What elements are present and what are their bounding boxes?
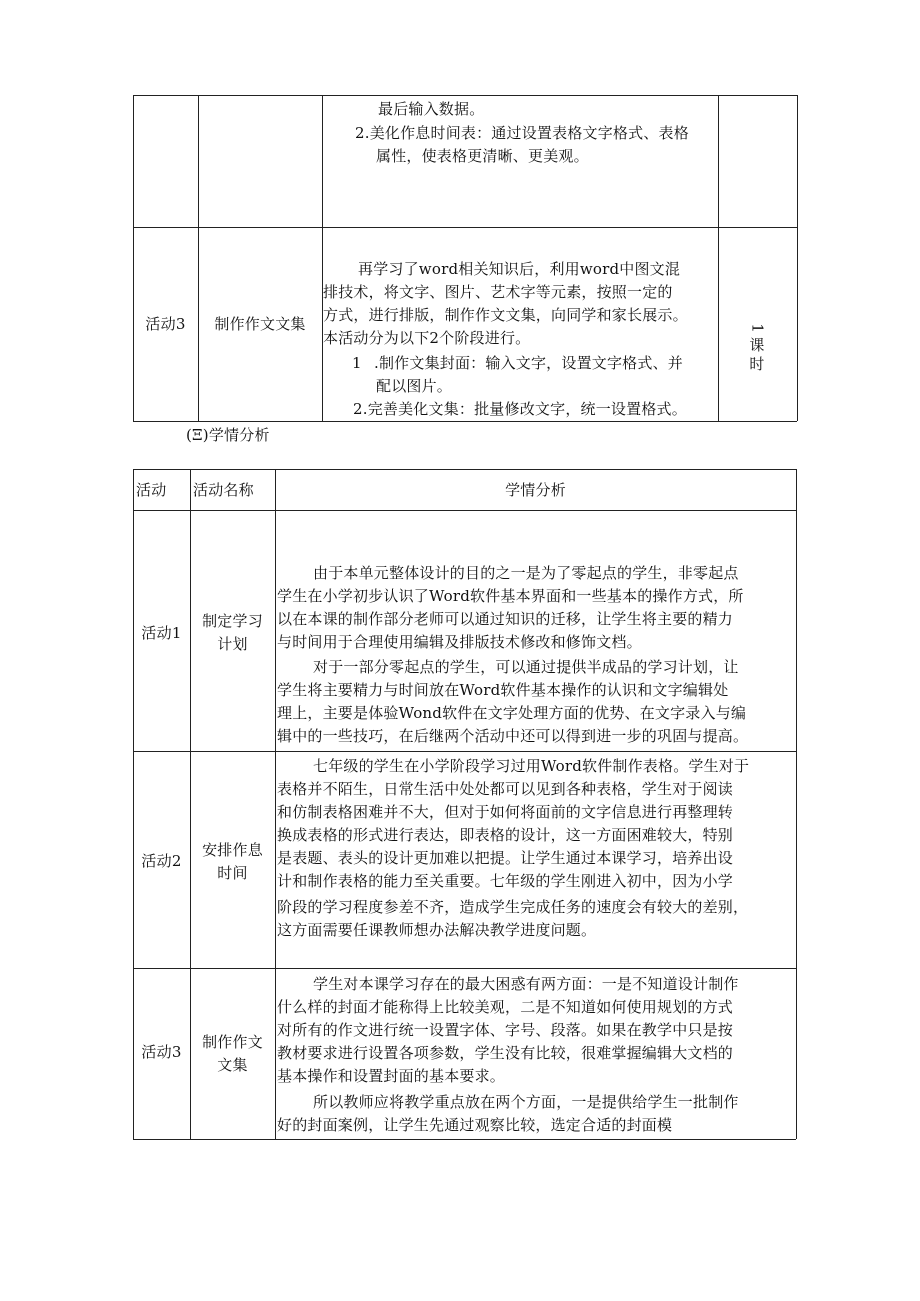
table1-row1-line1: 最后输入数据。 (378, 100, 485, 118)
table2-row3-name-line2: 文集 (217, 1056, 248, 1074)
table1-row1-line2: 2.美化作息时间表：通过设置表格文字格式、表格 (355, 124, 689, 142)
table1-row-divider (133, 227, 797, 228)
table2-row3-p1-line1: 学生对本课学习存在的最大困惑有两方面：一是不知道设计制作 (313, 975, 739, 993)
table1-row2-para-line1: 再学习了word相关知识后，利用word中图文混 (358, 260, 681, 278)
table1-divider-1 (198, 95, 199, 421)
table1-row2-para-line3: 方式，进行排版，制作作文文集，向同学和家长展示。 (323, 306, 688, 324)
table1-row2-item1-number: 1 (352, 354, 362, 372)
table1-row2-time-label: 课时 (749, 336, 765, 373)
table2-row1-name-line2: 计划 (217, 635, 248, 653)
table2-row2-p1-line5: 是表题、表头的设计更加难以把提。让学生通过本课学习，培养出设 (277, 849, 734, 867)
table2-row1-activity: 活动1 (141, 624, 182, 642)
table2-row2-activity: 活动2 (141, 852, 182, 870)
table2-row3-p1-line4: 教材要求进行设置各项参数，学生没有比较，很难掌握编辑大文档的 (277, 1044, 734, 1062)
table2-row3-p1-line2: 什么样的封面才能称得上比较美观，二是不知道如何使用规划的方式 (277, 998, 734, 1016)
table2-row1-p1-line1: 由于本单元整体设计的目的之一是为了零起点的学生，非零起点 (313, 564, 739, 582)
table2-row2-p1-line1: 七年级的学生在小学阶段学习过用Word软件制作表格。学生对于 (313, 757, 750, 775)
section-heading: (Ξ)学情分析 (186, 426, 270, 444)
table2-border-bottom (133, 1139, 796, 1140)
table1-divider-2 (322, 95, 323, 421)
table1-row2-item2: 2.完善美化文集：批量修改文字，统一设置格式。 (353, 400, 687, 418)
table2-row2-name-line2: 时间 (217, 864, 248, 882)
table1-border-right (797, 95, 798, 421)
table2-row3-activity: 活动3 (141, 1043, 182, 1061)
table1-row2-item1-line2: 配以图片。 (376, 377, 453, 395)
table1-border-bottom (133, 421, 797, 422)
table2-row3-p1-line3: 对所有的作文进行统一设置字体、字号、段落。如果在教学中只是按 (277, 1021, 734, 1039)
table1-row2-item1-line1: .制作文集封面：输入文字，设置文字格式、并 (374, 354, 683, 372)
table2-header-analysis: 学情分析 (505, 481, 566, 499)
table2-row1-name-line1: 制定学习 (202, 612, 263, 630)
table1-row1-line3: 属性，使表格更清晰、更美观。 (376, 147, 589, 165)
table2-border-top (133, 469, 796, 470)
table1-border-left (133, 95, 134, 421)
table2-row2-p1-line7: 阶段的学习程度参差不齐，造成学生完成任务的速度会有较大的差别， (277, 898, 749, 916)
table1-row2-para-line4: 本活动分为以下2个阶段进行。 (323, 329, 531, 347)
table2-row2-name-line1: 安排作息 (202, 841, 263, 859)
table2-border-right (796, 469, 797, 1139)
table2-row2-divider (133, 968, 796, 969)
table2-row1-p2-line2: 学生将主要精力与时间放在Word软件基本操作的认识和文字编辑处 (277, 681, 729, 699)
table2-row1-p2-line1: 对于一部分零起点的学生，可以通过提供半成品的学习计划，让 (313, 658, 739, 676)
table2-row3-p1-line5: 基本操作和设置封面的基本要求。 (277, 1067, 506, 1085)
table2-header-name: 活动名称 (193, 481, 254, 499)
table2-row1-p1-line3: 以在本课的制作部分老师可以通过知识的迁移，让学生将主要的精力 (277, 610, 734, 628)
table2-row2-p1-line6: 计和制作表格的能力至关重要。七年级的学生刚进入初中，因为小学 (277, 872, 734, 890)
table2-row1-divider (133, 751, 796, 752)
table1-row2-activity: 活动3 (145, 315, 186, 333)
table2-row2-p1-line2: 表格并不陌生，日常生活中处处都可以见到各种表格，学生对于阅读 (277, 780, 734, 798)
table2-row1-p1-line2: 学生在小学初步认识了Word软件基本界面和一些基本的操作方式，所 (277, 587, 744, 605)
table2-row1-p2-line4: 辑中的一些技巧，在后继两个活动中还可以得到进一步的巩固与提高。 (277, 727, 749, 745)
table1-row2-time-number: 1 (748, 323, 767, 334)
table2-row1-p1-line4: 与时间用于合理使用编辑及排版技术修改和修饰文档。 (277, 633, 642, 651)
table2-border-left (133, 469, 134, 1139)
table2-row2-p1-line8: 这方面需要任课教师想办法解决教学进度问题。 (277, 921, 597, 939)
table2-row3-p2-line2: 好的封面案例，让学生先通过观察比较，选定合适的封面模 (277, 1116, 673, 1134)
table2-divider-2 (275, 469, 276, 1139)
table2-header-divider (133, 510, 796, 511)
table2-row2-p1-line4: 换成表格的形式进行表达，即表格的设计，这一方面困难较大，特别 (277, 826, 734, 844)
table2-row3-p2-line1: 所以教师应将教学重点放在两个方面，一是提供给学生一批制作 (313, 1093, 739, 1111)
table1-row2-name: 制作作文文集 (214, 315, 306, 333)
table2-header-activity: 活动 (136, 481, 167, 499)
table2-row2-p1-line3: 和仿制表格困难并不大，但对于如何将面前的文字信息进行再整理转 (277, 803, 734, 821)
table1-row2-para-line2: 排技术，将文字、图片、艺术字等元素，按照一定的 (323, 283, 673, 301)
table2-row1-p2-line3: 理上，主要是体验Wond软件在文字处理方面的优势、在文字录入与编 (277, 704, 747, 722)
table2-row3-name-line1: 制作作文 (202, 1033, 263, 1051)
table1-border-top (133, 95, 797, 96)
